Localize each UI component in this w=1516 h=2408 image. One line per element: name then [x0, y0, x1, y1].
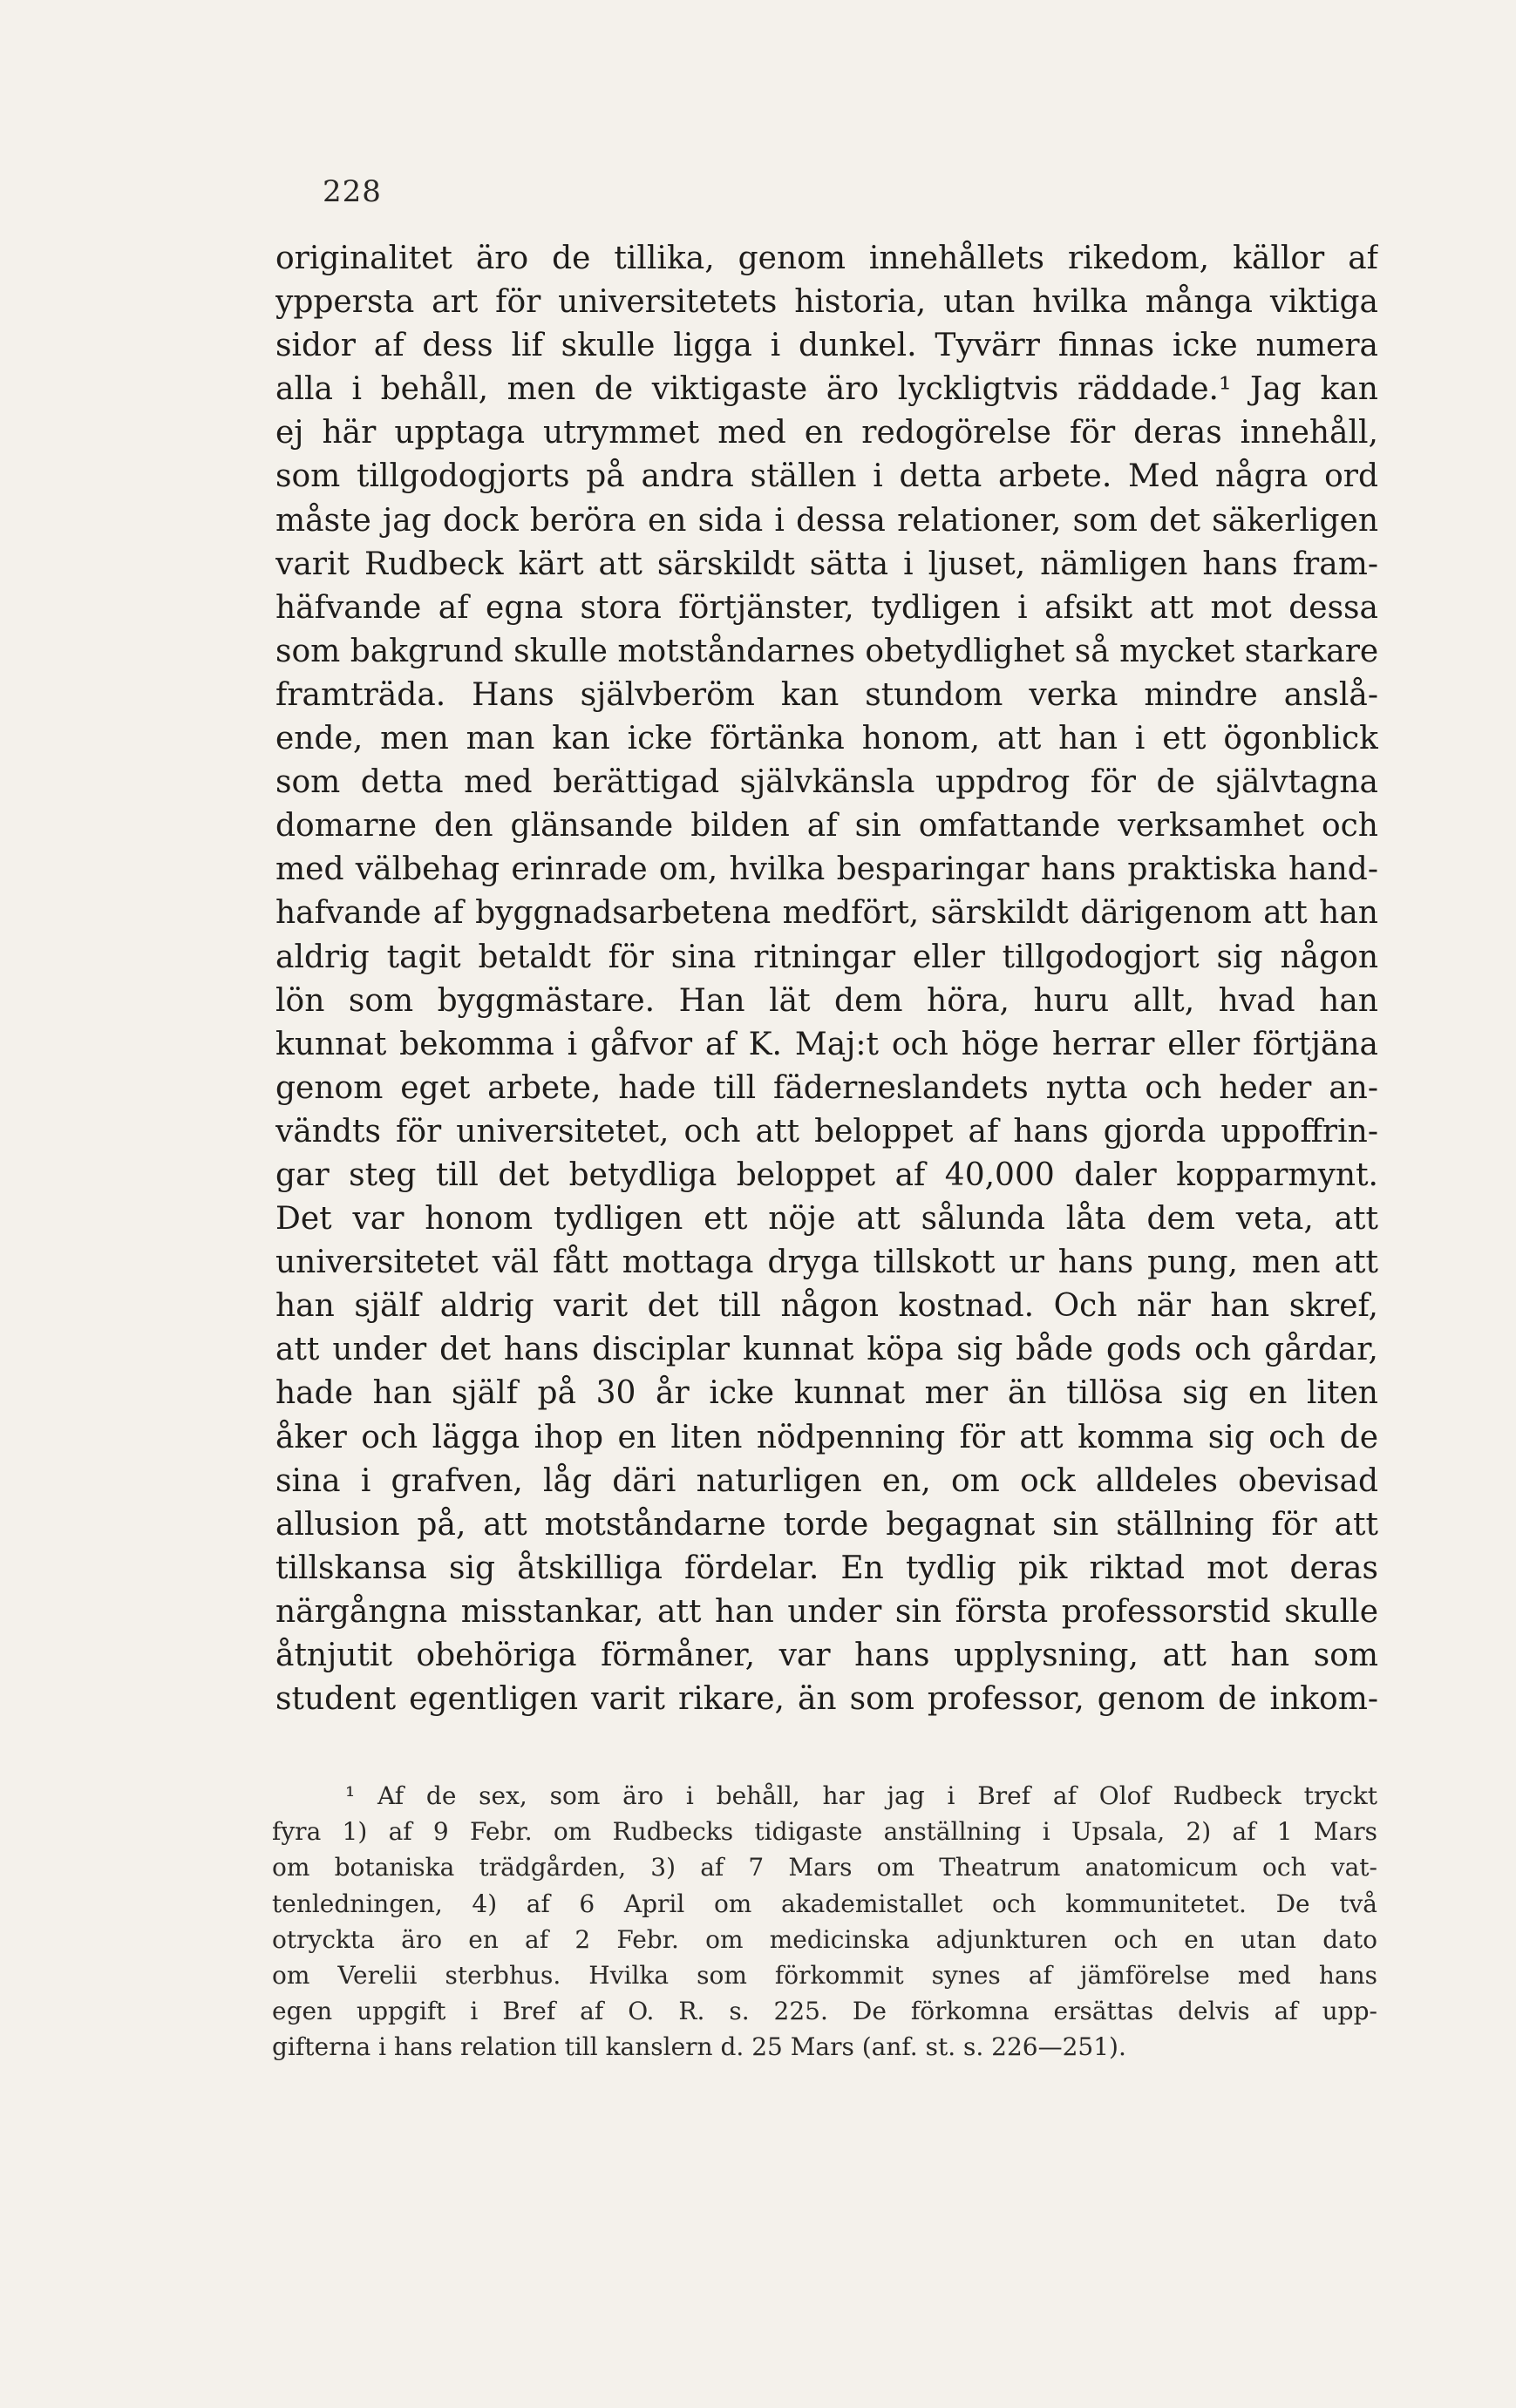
body-line: som tillgodogjorts på andra ställen i detta arbete. Med några ord	[275, 458, 1378, 495]
body-text	[275, 237, 1378, 1721]
footnote-line: om botaniska trädgården, 3) af 7 Mars om Theatrum anatomicum och vat-	[272, 1853, 1377, 1882]
body-line: aldrig tagit betaldt för sina ritningar eller tillgodogjort sig någon	[275, 939, 1378, 975]
body-line: yppersta art för universitetets historia, utan hvilka många viktiga	[275, 284, 1378, 321]
footnote-line: om Verelii sterbhus. Hvilka som förkommit synes af jämförelse med hans	[272, 1960, 1377, 1990]
body-line: som bakgrund skulle motståndarnes obetydlighet så mycket starkare	[275, 633, 1378, 669]
footnote-line: otryckta äro en af 2 Febr. om medicinska adjunkturen och en utan dato	[272, 1924, 1377, 1954]
body-line: som detta med berättigad självkänsla uppdrog för de självtagna	[275, 764, 1378, 801]
body-line: sina i grafven, låg däri naturligen en, om ock alldeles obevisad	[275, 1462, 1378, 1499]
footnote-line: tenledningen, 4) af 6 April om akademistallet och kommunitetet. De två	[272, 1889, 1377, 1918]
body-line: att under det hans disciplar kunnat köpa sig både gods och gårdar,	[275, 1332, 1378, 1368]
body-line: ende, men man kan icke förtänka honom, att han i ett ögonblick	[275, 721, 1378, 757]
footnote-line: gifterna i hans relation till kanslern d. 25 Mars (anf. st. s. 226—251).	[272, 2032, 1126, 2062]
body-line: tillskansa sig åtskilliga fördelar. En tydlig pik riktad mot deras	[275, 1550, 1378, 1586]
body-line: allusion på, att motståndarne torde begagnat sin ställning för att	[275, 1506, 1378, 1543]
page-number: 228	[323, 174, 382, 209]
body-line: hade han själf på 30 år icke kunnat mer än tillösa sig en liten	[275, 1375, 1378, 1412]
body-line: universitetet väl fått mottaga dryga tillskott ur hans pung, men att	[275, 1245, 1378, 1281]
footnote	[272, 1778, 1377, 2065]
body-line: närgångna misstankar, att han under sin första professorstid skulle	[275, 1593, 1378, 1630]
body-line: med välbehag erinrade om, hvilka besparingar hans praktiska hand-	[275, 851, 1378, 888]
body-line: ej här upptaga utrymmet med en redogörelse för deras innehåll,	[275, 415, 1378, 451]
body-line: gar steg till det betydliga beloppet af 40,000 daler kopparmynt.	[275, 1157, 1378, 1193]
body-line: domarne den glänsande bilden af sin omfattande verksamhet och	[275, 808, 1378, 844]
body-line: student egentligen varit rikare, än som professor, genom de inkom-	[275, 1681, 1378, 1718]
body-line: åtnjutit obehöriga förmåner, var hans upplysning, att han som	[275, 1638, 1378, 1673]
footnote-line: fyra 1) af 9 Febr. om Rudbecks tidigaste anställning i Upsala, 2) af 1 Mars	[272, 1817, 1377, 1847]
body-line: kunnat bekomma i gåfvor af K. Maj:t och höge herrar eller förtjäna	[275, 1026, 1378, 1062]
body-line: lön som byggmästare. Han lät dem höra, huru allt, hvad han	[275, 982, 1378, 1019]
body-line: Det var honom tydligen ett nöje att sålunda låta dem veta, att	[275, 1201, 1378, 1238]
body-line: måste jag dock beröra en sida i dessa relationer, som det säkerligen	[275, 502, 1378, 539]
footnote-line: egen uppgift i Bref af O. R. s. 225. De förkomna ersättas delvis af upp-	[272, 1997, 1377, 2026]
footnote-line: ¹ Af de sex, som äro i behåll, har jag i Bref af Olof Rudbeck tryckt	[345, 1781, 1377, 1810]
body-line: han själf aldrig varit det till någon kostnad. Och när han skref,	[275, 1288, 1378, 1325]
body-line: sidor af dess lif skulle ligga i dunkel. Tyvärr finnas icke numera	[275, 328, 1378, 364]
body-line: häfvande af egna stora förtjänster, tydligen i afsikt att mot dessa	[275, 589, 1378, 626]
body-line: varit Rudbeck kärt att särskildt sätta i ljuset, nämligen hans fram-	[275, 546, 1378, 582]
body-line: åker och lägga ihop en liten nödpenning för att komma sig och de	[275, 1419, 1378, 1455]
body-line: hafvande af byggnadsarbetena medfört, särskildt därigenom att han	[275, 895, 1378, 932]
body-line: vändts för universitetet, och att beloppet af hans gjorda uppoffrin-	[275, 1113, 1378, 1150]
body-line: genom eget arbete, hade till fäderneslandets nytta och heder an-	[275, 1069, 1378, 1106]
body-line: framträda. Hans självberöm kan stundom verka mindre anslå-	[275, 676, 1378, 713]
body-line: alla i behåll, men de viktigaste äro lyckligtvis räddade.¹ Jag kan	[275, 371, 1378, 408]
body-line: originalitet äro de tillika, genom innehållets rikedom, källor af	[275, 241, 1378, 276]
